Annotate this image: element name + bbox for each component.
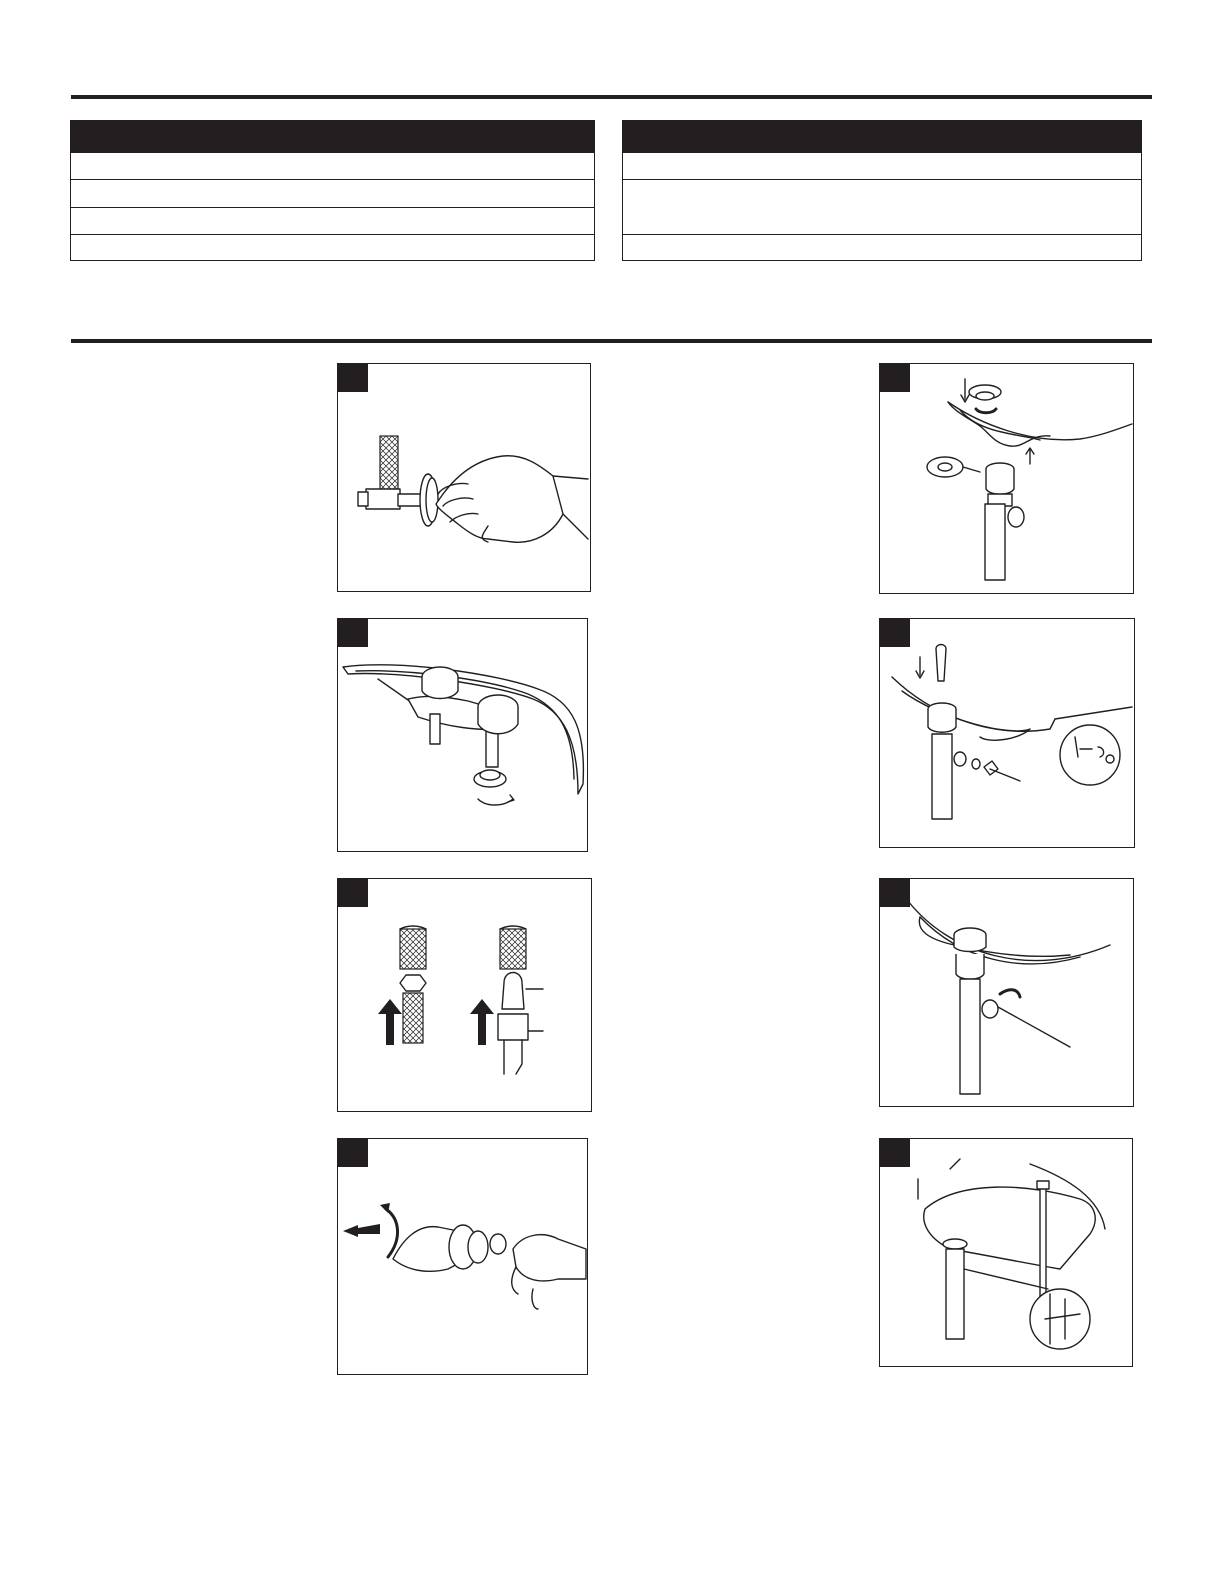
cartridge-removal-icon <box>338 1139 588 1375</box>
figure-3 <box>337 878 592 1112</box>
spec-table-left-header <box>71 121 594 152</box>
lift-rod-clevis-icon <box>880 1139 1133 1367</box>
top-section-rule <box>71 95 1152 99</box>
table-row <box>71 179 594 207</box>
drain-nut-tighten-icon <box>880 879 1134 1107</box>
installation-section-rule <box>71 339 1152 343</box>
table-row <box>71 207 594 234</box>
shutoff-valve-hand-icon <box>338 364 591 592</box>
figure-5 <box>879 363 1134 594</box>
table-row <box>623 179 1141 234</box>
spec-table-right-header <box>623 121 1141 152</box>
drain-flange-install-icon <box>880 364 1134 594</box>
figure-7 <box>879 878 1134 1107</box>
supply-line-connection-icon <box>338 879 592 1112</box>
table-row <box>71 234 594 260</box>
figure-8 <box>879 1138 1133 1367</box>
figure-1 <box>337 363 591 592</box>
figure-2 <box>337 618 588 852</box>
table-row <box>623 234 1141 260</box>
faucet-deck-mount-icon <box>338 619 588 852</box>
figure-6 <box>879 618 1135 848</box>
pivot-rod-insert-icon <box>880 619 1135 848</box>
figure-4 <box>337 1138 588 1375</box>
table-row <box>71 152 594 179</box>
spec-table-left <box>70 120 595 261</box>
spec-table-right <box>622 120 1142 261</box>
table-row <box>623 152 1141 179</box>
